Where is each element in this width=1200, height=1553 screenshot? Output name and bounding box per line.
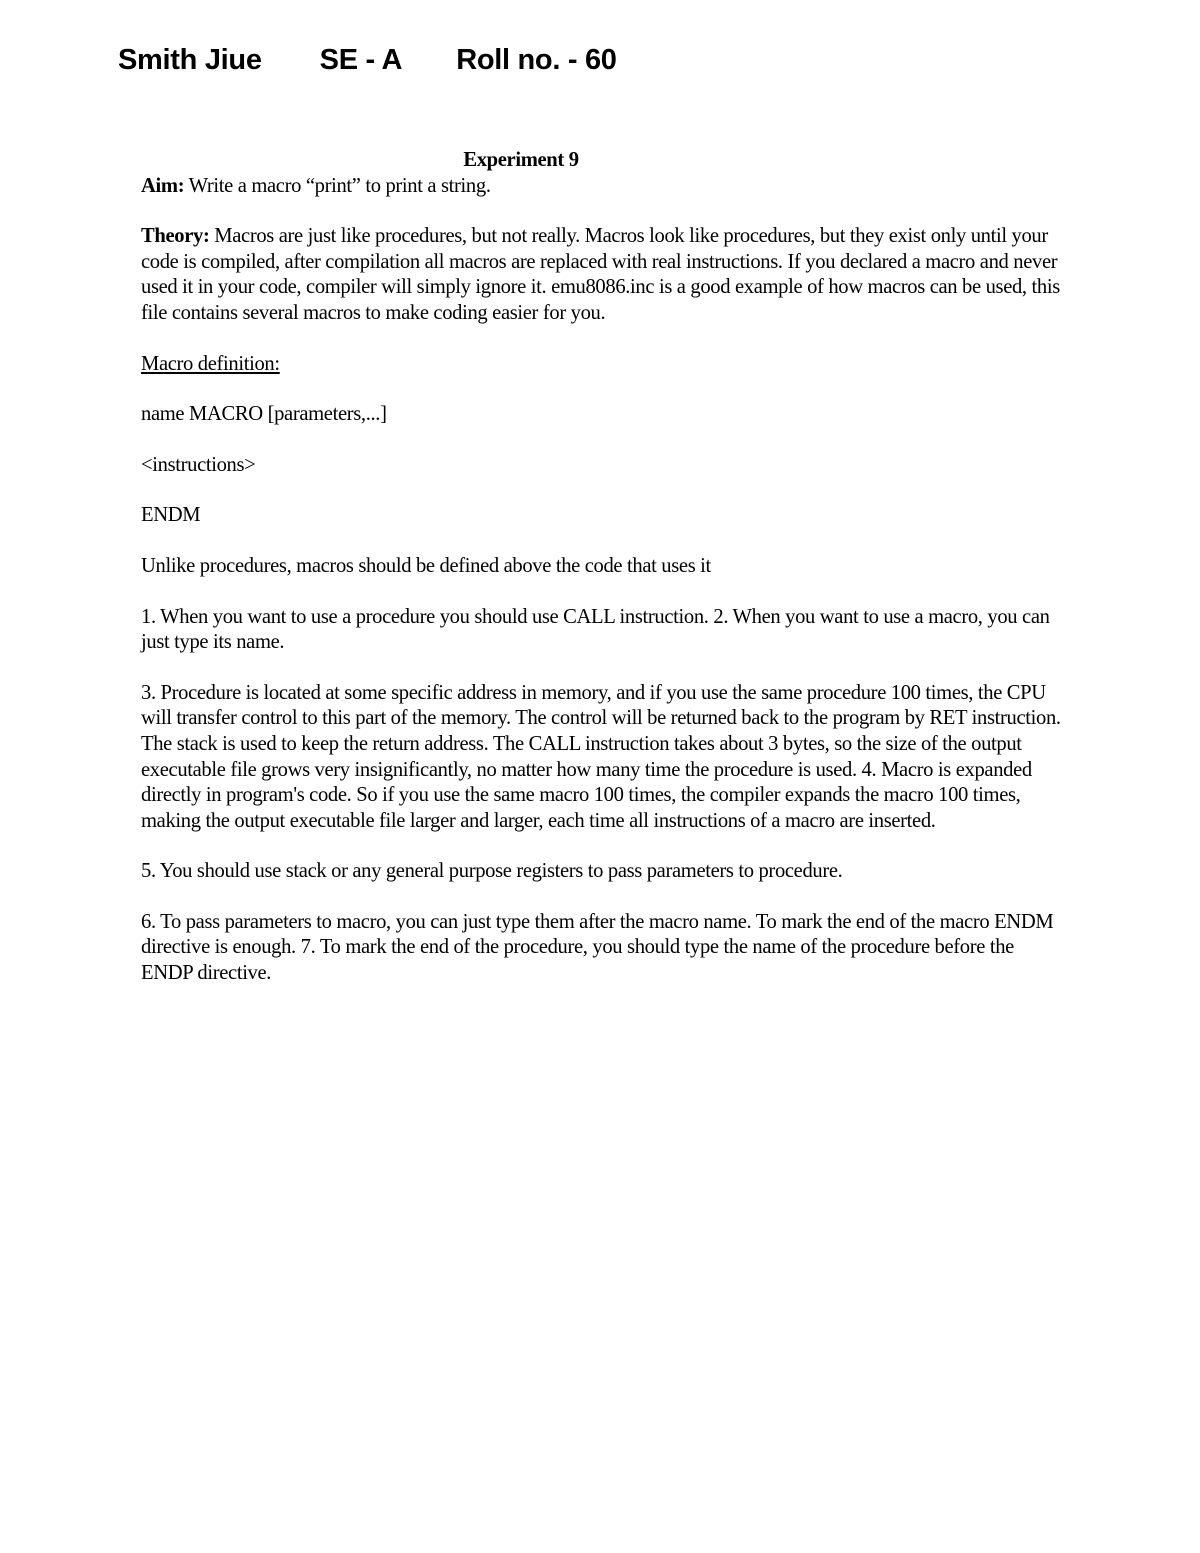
- aim-text: Write a macro “print” to print a string.: [184, 174, 491, 197]
- theory-label: Theory:: [141, 225, 210, 248]
- point-5-paragraph: 5. You should use stack or any general purpose registers to pass parameters to procedure.: [141, 860, 843, 883]
- macro-syntax-line-1: name MACRO [parameters,...]: [141, 403, 387, 426]
- theory-text: Macros are just like procedures, but not really. Macros look like procedures, but they exist only until your code is compiled, after compilation all macros are replaced with real instructions. If you declared a macro and never used it in your code, compiler will simply ignore it. emu8086.inc is a good example of how macros can be used, this file contains several macros to make coding easier for you.: [141, 225, 1060, 324]
- student-class: SE - A: [319, 44, 403, 76]
- roll-number: Roll no. - 60: [456, 44, 617, 76]
- aim-paragraph: [141, 174, 1061, 200]
- point-1-2-paragraph: 1. When you want to use a procedure you should use CALL instruction. 2. When you want to use a macro, you can just type its name.: [141, 605, 1050, 654]
- document-body: [141, 148, 1061, 987]
- student-header: [118, 42, 617, 78]
- experiment-title: Experiment 9: [463, 149, 579, 171]
- aim-label: Aim:: [141, 174, 185, 197]
- macro-syntax-line-3: ENDM: [141, 504, 201, 527]
- macro-syntax-line-2: <instructions>: [141, 453, 256, 476]
- unlike-procedures-text: Unlike procedures, macros should be defined above the code that uses it: [141, 554, 711, 577]
- macro-definition-heading: Macro definition:: [141, 352, 280, 375]
- theory-paragraph: [141, 224, 1061, 326]
- student-name: Smith Jiue: [118, 44, 262, 76]
- point-6-7-paragraph: 6. To pass parameters to macro, you can just type them after the macro name. To mark the end of the macro ENDM directive is enough. 7. To mark the end of the procedure, you should type the name of the procedure before the ENDP directive.: [141, 910, 1054, 985]
- point-3-4-paragraph: 3. Procedure is located at some specific address in memory, and if you use the same procedure 100 times, the CPU will transfer control to this part of the memory. The control will be returned back to the program by RET instruction. The stack is used to keep the return address. The CALL instruction takes about 3 bytes, so the size of the output executable file grows very insignificantly, no matter how many time the procedure is used. 4. Macro is expanded directly in program's code. So if you use the same macro 100 times, the compiler expands the macro 100 times, making the output executable file larger and larger, each time all instructions of a macro are inserted.: [141, 681, 1061, 832]
